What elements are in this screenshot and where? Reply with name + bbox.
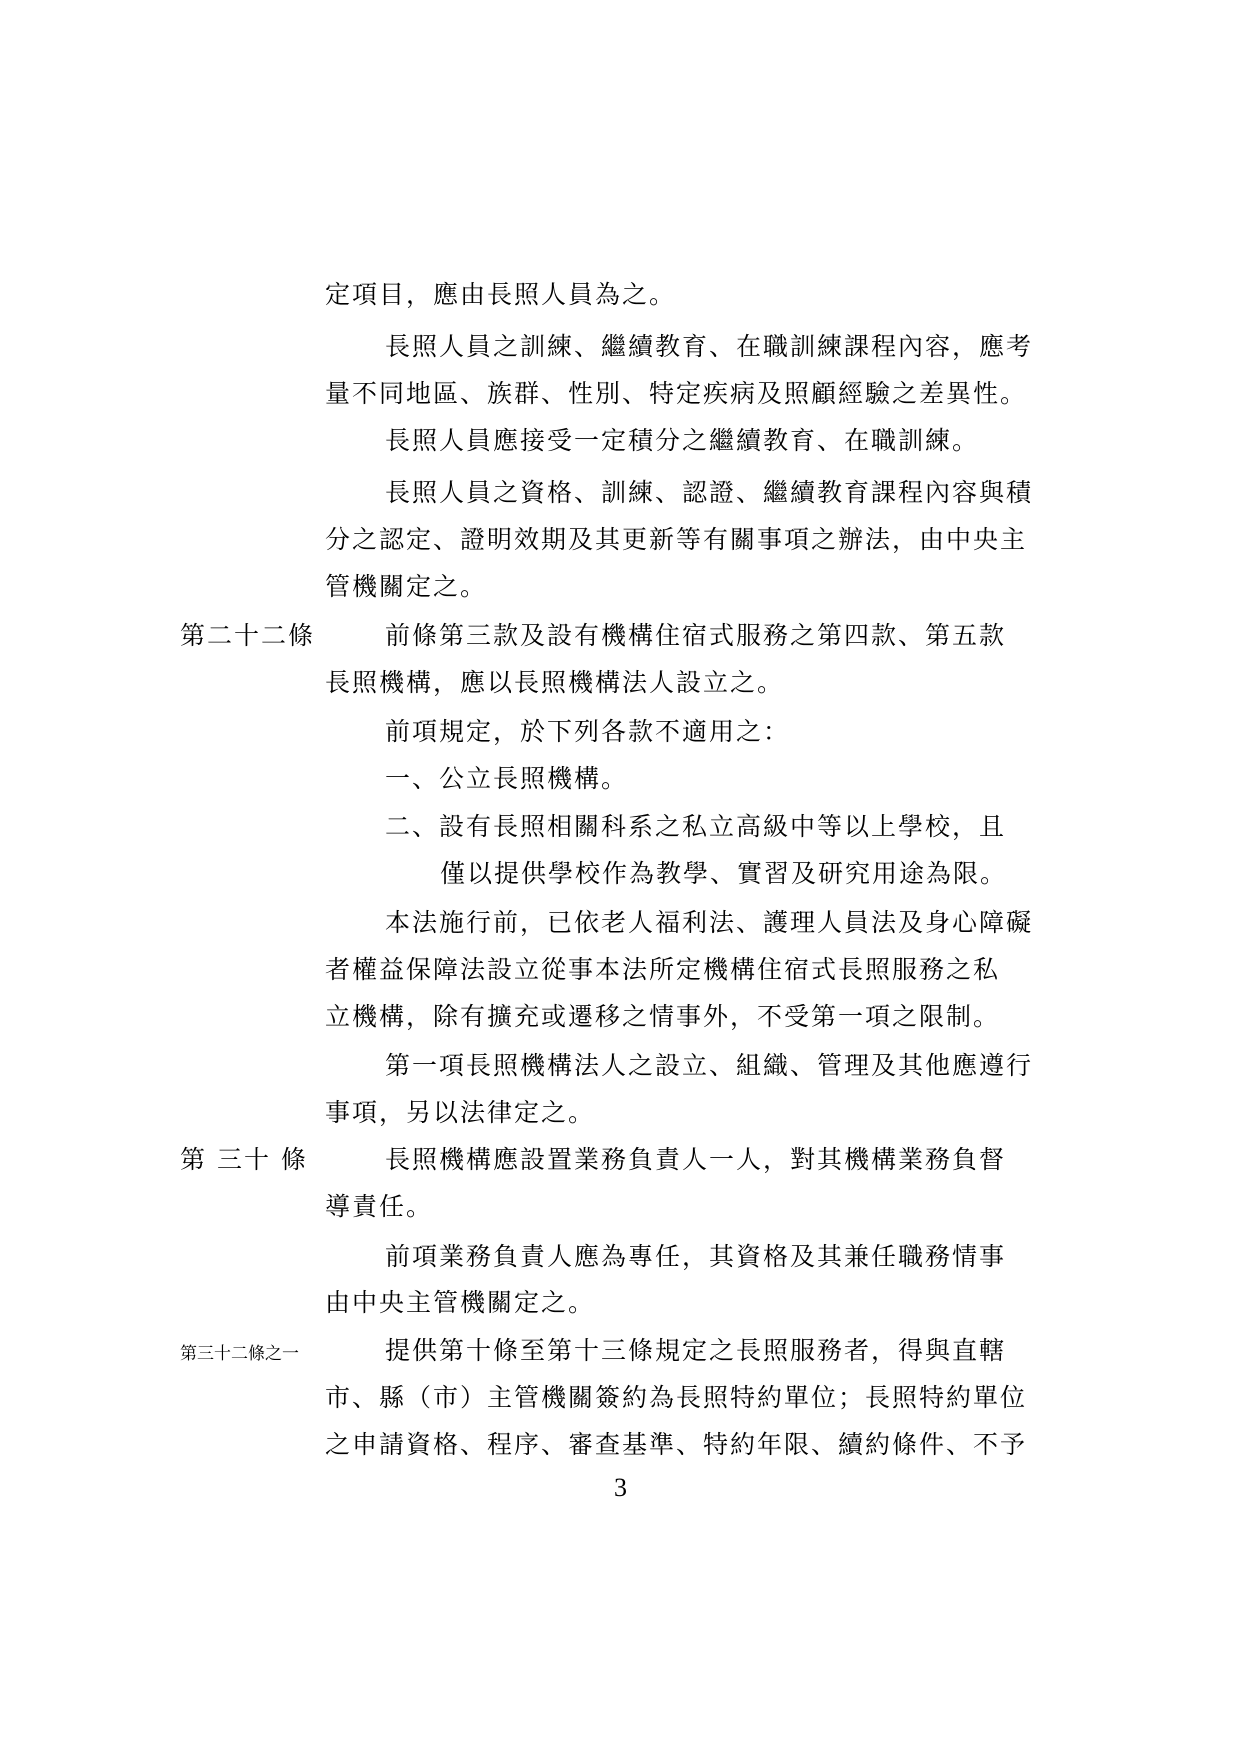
page-number: 3 — [614, 1473, 627, 1502]
paragraph-line: 定項目，應由長照人員為之。 — [325, 280, 677, 309]
paragraph-line: 長照人員之訓練、繼續教育、在職訓練課程內容，應考 — [385, 332, 1034, 361]
paragraph-line: 長照人員之資格、訓練、認證、繼續教育課程內容與積 — [385, 478, 1034, 507]
paragraph-line: 者權益保障法設立從事本法所定機構住宿式長照服務之私 — [325, 955, 1001, 984]
paragraph-line: 管機關定之。 — [325, 572, 488, 601]
article-first-line: 前條第三款及設有機構住宿式服務之第四款、第五款 — [385, 621, 1007, 650]
paragraph-line: 前項規定，於下列各款不適用之： — [385, 717, 791, 746]
paragraph-line: 長照機構，應以長照機構法人設立之。 — [325, 668, 785, 697]
list-item: 一、公立長照機構。 — [385, 764, 629, 793]
paragraph-line: 之申請資格、程序、審查基準、特約年限、續約條件、不予 — [325, 1430, 1028, 1459]
paragraph-line: 第一項長照機構法人之設立、組織、管理及其他應遵行 — [385, 1051, 1034, 1080]
paragraph-line: 本法施行前，已依老人福利法、護理人員法及身心障礙 — [385, 908, 1034, 937]
article-label: 第 三十 條 — [180, 1145, 308, 1174]
paragraph-line: 立機構，除有擴充或遷移之情事外，不受第一項之限制。 — [325, 1002, 1001, 1031]
paragraph-line: 事項，另以法律定之。 — [325, 1098, 596, 1127]
article-label: 第三十二條之一 — [180, 1344, 299, 1364]
list-item: 二、設有長照相關科系之私立高級中等以上學校，且 — [385, 812, 1007, 841]
paragraph-line: 量不同地區、族群、性別、特定疾病及照顧經驗之差異性。 — [325, 379, 1028, 408]
article-first-line: 長照機構應設置業務負責人一人，對其機構業務負督 — [385, 1145, 1007, 1174]
paragraph-line: 導責任。 — [325, 1192, 434, 1221]
article-label: 第二十二條 — [180, 621, 316, 650]
paragraph-line: 由中央主管機關定之。 — [325, 1288, 596, 1317]
paragraph-line: 前項業務負責人應為專任，其資格及其兼任職務情事 — [385, 1242, 1007, 1271]
paragraph-line: 分之認定、證明效期及其更新等有關事項之辦法，由中央主 — [325, 525, 1028, 554]
list-item-continuation: 僅以提供學校作為教學、實習及研究用途為限。 — [440, 859, 1008, 888]
paragraph-line: 長照人員應接受一定積分之繼續教育、在職訓練。 — [385, 426, 980, 455]
paragraph-line: 市、縣（市）主管機關簽約為長照特約單位；長照特約單位 — [325, 1383, 1028, 1412]
article-first-line: 提供第十條至第十三條規定之長照服務者，得與直轄 — [385, 1336, 1007, 1365]
